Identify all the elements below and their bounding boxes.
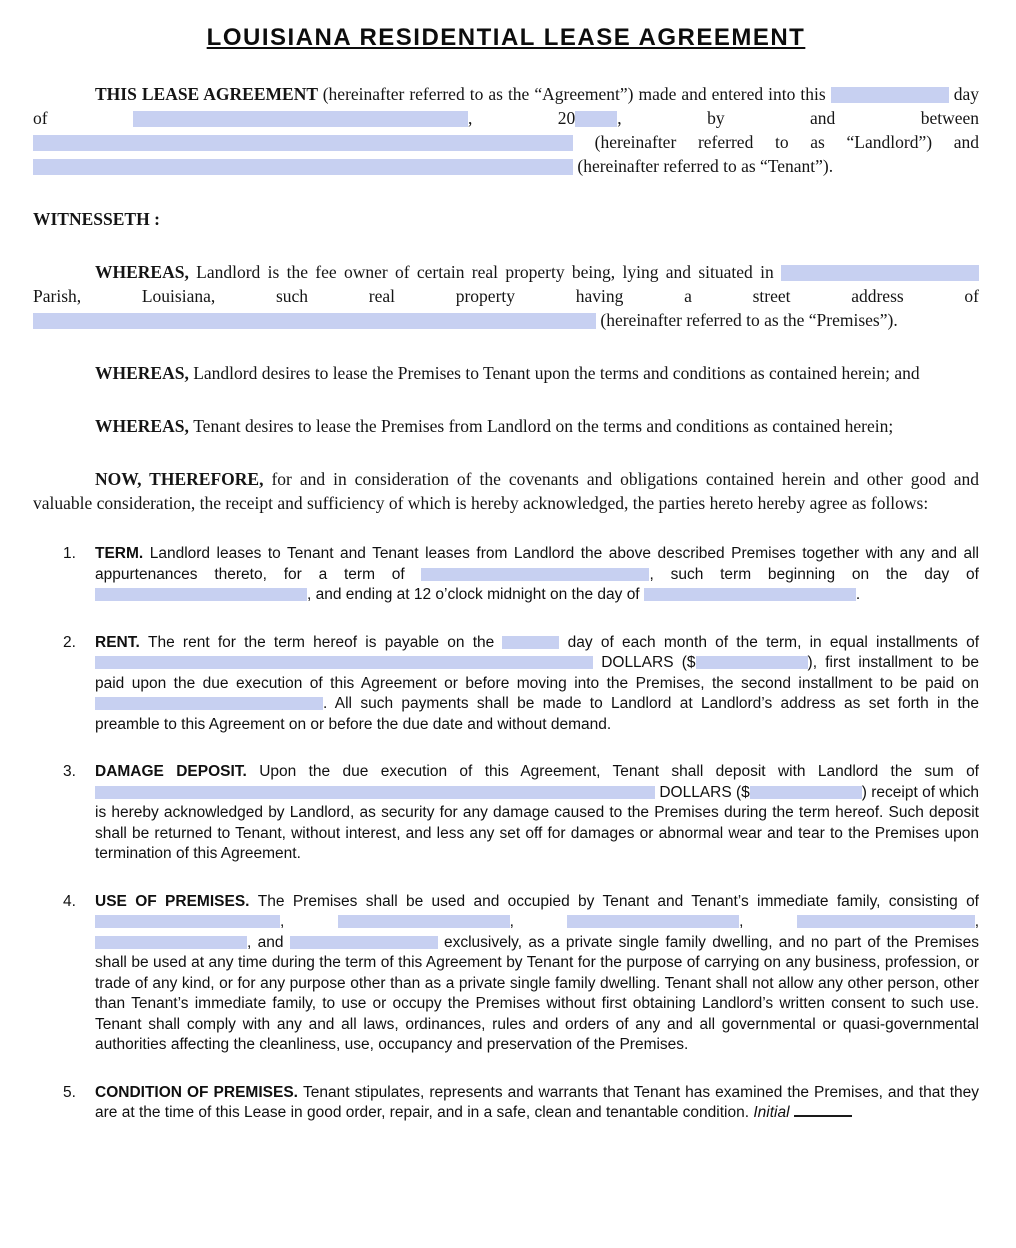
text-run: Upon the due execution of this Agreement, Tenant shall deposit with Landlord the sum of — [259, 763, 979, 780]
clause-number: 1. — [63, 545, 76, 562]
deposit-amount-words-blank[interactable] — [95, 786, 655, 799]
occupant-6-blank[interactable] — [290, 936, 438, 949]
whereas-property-paragraph — [33, 260, 979, 332]
text-run: , by and between — [617, 108, 979, 128]
text-run: USE OF PREMISES. — [95, 892, 258, 910]
text-run: CONDITION OF PREMISES. — [95, 1083, 303, 1101]
term-start-date-blank[interactable] — [95, 588, 307, 601]
text-run: , — [974, 913, 979, 930]
text-run: Tenant desires to lease the Premises from Landlord on the terms and conditions as contained herein; — [193, 416, 894, 436]
text-run: The rent for the term hereof is payable on the — [148, 633, 503, 651]
clause-text — [95, 892, 979, 1056]
text-run: Initial — [753, 1104, 794, 1121]
occupant-3-blank[interactable] — [567, 915, 739, 928]
text-run: NOW, THEREFORE, — [95, 469, 272, 489]
text-run: DAMAGE DEPOSIT. — [95, 763, 260, 780]
text-run: WHEREAS, — [95, 363, 194, 383]
text-run: , — [280, 913, 338, 930]
occupant-1-blank[interactable] — [95, 915, 280, 928]
text-run: WHEREAS, — [95, 416, 194, 436]
witnesseth-heading: WITNESSETH : — [33, 209, 160, 229]
text-run: TERM. — [95, 545, 150, 562]
rent-amount-numeric-blank[interactable] — [696, 656, 808, 669]
clause-text — [95, 544, 979, 606]
text-run: exclusively, as a private single family dwelling, and no part of the Premises shall be used at any time during the term of this Agreement by Tenant for the purpose of carrying on any business, profession, or trade of any kind, or for any purpose other than as a private single family dwelling. Tenant shall not allow any other person, other than Tenant’s immediate family, to use or occupy the Premises without first obtaining Landlord’s written consent to such use. Tenant shall comply with any and all laws, ordinances, rules and orders of any and all governmental or quasi-governmental authorities affecting the cleanliness, use, occupancy and preservation of the Premises. — [95, 933, 980, 1053]
text-run: (hereinafter referred to as “Tenant”). — [573, 156, 834, 176]
text-run: day of each month of the term, in equal installments of — [559, 633, 980, 651]
text-run: day of — [33, 84, 979, 128]
text-run: , 20 — [468, 108, 576, 128]
text-run: Tenant stipulates, represents and warrants that Tenant has examined the Premises, and that they are at the time of this Lease in good order, repair, and in a safe, clean and tenantable condition. — [95, 1083, 980, 1121]
initial-line[interactable] — [794, 1103, 852, 1117]
text-run: for and in consideration of the covenants and obligations contained herein and other good and valuable consideration, the receipt and sufficiency of which is hereby acknowledged, the parties hereto hereby agree as follows: — [33, 469, 979, 513]
rent-due-day-blank[interactable] — [502, 636, 559, 649]
text-run: Landlord desires to lease the Premises to Tenant upon the terms and conditions as contained herein; and — [193, 363, 920, 383]
text-run: , and — [247, 933, 290, 951]
text-run: DOLLARS ($ — [655, 783, 750, 801]
text-run: . — [855, 586, 861, 603]
clause-text — [95, 1083, 979, 1124]
text-run: ) receipt of which is hereby acknowledged by Landlord, as security for any damage caused to the Premises during the term hereof. Such deposit shall be returned to Tenant, without interest, and less any set off for damages or abnormal wear and tear to the Premises upon termination of this Agreement. — [95, 783, 979, 862]
clause-condition-of-premises — [63, 1083, 979, 1124]
clause-number: 3. — [63, 763, 76, 780]
occupant-5-blank[interactable] — [95, 936, 247, 949]
clause-number: 2. — [63, 633, 76, 651]
rent-amount-words-blank[interactable] — [95, 656, 593, 669]
whereas-landlord-paragraph — [33, 361, 979, 385]
parish-blank[interactable] — [781, 265, 979, 281]
street-address-blank[interactable] — [33, 313, 596, 329]
tenant-name-blank[interactable] — [33, 159, 573, 175]
text-run: (hereinafter referred to as the “Premises”). — [596, 310, 898, 330]
clause-number: 5. — [63, 1083, 76, 1101]
text-run: ), first installment to be paid upon the due execution of this Agreement or before moving into the Premises, the second installment to be paid on — [95, 654, 979, 692]
text-run: (hereinafter referred to as the “Agreement”) made and entered into this — [322, 84, 831, 104]
clause-term — [63, 544, 979, 606]
year-blank[interactable] — [575, 111, 617, 127]
text-run: Landlord leases to Tenant and Tenant leases from Landlord the above described Premises together with any and all appurtenances thereto, for a term of — [95, 545, 979, 583]
clause-number: 4. — [63, 892, 76, 910]
whereas-tenant-paragraph — [33, 414, 979, 438]
text-run: Parish, Louisiana, such real property having a street address of — [33, 286, 979, 306]
clause-rent — [63, 633, 979, 736]
clause-damage-deposit — [63, 762, 979, 865]
text-run: The Premises shall be used and occupied by Tenant and Tenant’s immediate family, consisting of — [257, 892, 979, 910]
text-run: WHEREAS, — [95, 262, 197, 282]
text-run: Landlord is the fee owner of certain real property being, lying and situated in — [196, 262, 781, 282]
text-run: RENT. — [95, 633, 148, 651]
clause-use-of-premises — [63, 892, 979, 1056]
text-run: (hereinafter referred to as “Landlord”) and — [573, 132, 979, 152]
text-run: THIS LEASE AGREEMENT — [95, 84, 323, 104]
term-length-blank[interactable] — [421, 568, 649, 581]
clause-text — [95, 633, 979, 736]
text-run: , such term beginning on the day of — [649, 565, 979, 583]
term-end-date-blank[interactable] — [644, 588, 856, 601]
landlord-name-blank[interactable] — [33, 135, 573, 151]
day-of-month-blank[interactable] — [831, 87, 949, 103]
document-body — [33, 82, 979, 1124]
document-title: LOUISIANA RESIDENTIAL LEASE AGREEMENT — [206, 24, 806, 51]
text-run: , — [739, 913, 797, 930]
occupant-4-blank[interactable] — [797, 915, 975, 928]
agreement-preamble-paragraph — [33, 82, 979, 178]
text-run: . All such payments shall be made to Landlord at Landlord’s address as set forth in the preamble to this Agreement on or before the due date and without demand. — [95, 695, 979, 733]
clause-text — [95, 762, 979, 865]
occupant-2-blank[interactable] — [338, 915, 510, 928]
text-run: DOLLARS ($ — [593, 654, 696, 671]
text-run: , and ending at 12 o’clock midnight on the day of — [307, 586, 644, 603]
now-therefore-paragraph — [33, 467, 979, 515]
deposit-amount-numeric-blank[interactable] — [750, 786, 862, 799]
text-run: , — [509, 913, 568, 930]
second-installment-date-blank[interactable] — [95, 697, 323, 710]
month-blank[interactable] — [133, 111, 468, 127]
